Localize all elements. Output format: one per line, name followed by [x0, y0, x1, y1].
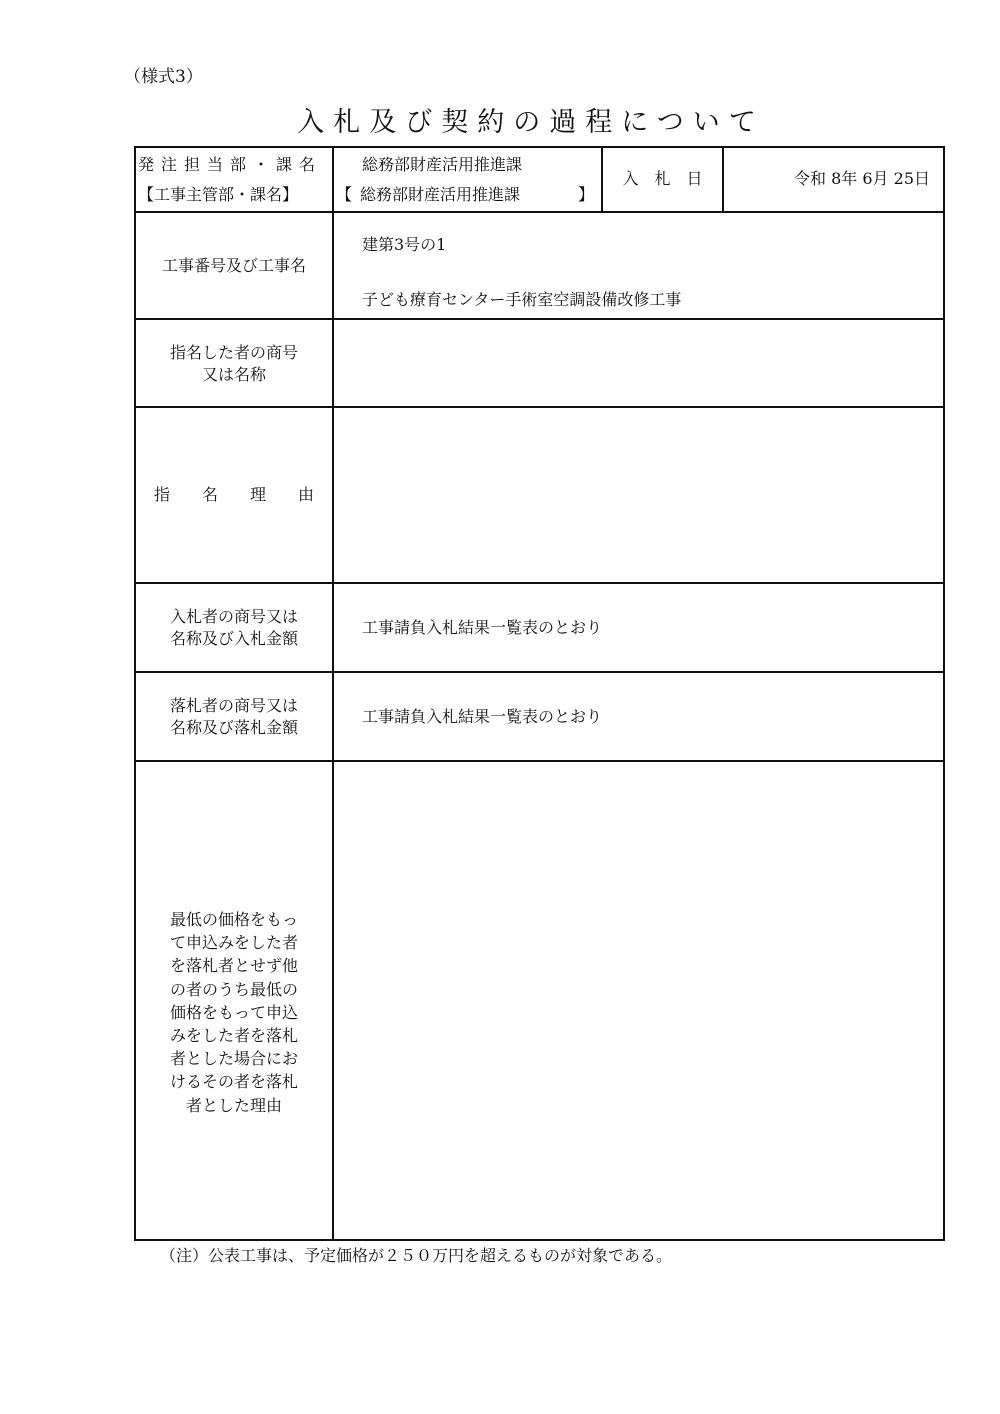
non-lowest-reason-label — [136, 908, 332, 1117]
table-column-divider — [601, 146, 603, 213]
label-line: 者とした場合にお — [169, 1049, 298, 1069]
table-row-divider — [134, 318, 945, 320]
label-line: みをした者を落札 — [169, 1026, 298, 1046]
table-column-divider — [332, 146, 334, 1241]
designation-reason-label: 指 名 理 由 — [153, 485, 314, 504]
label-line: けるその者を落札 — [169, 1072, 298, 1092]
document-title: 入札及び契約の過程について — [297, 107, 765, 138]
table-border-bottom — [134, 1239, 945, 1241]
table-row-divider — [134, 211, 945, 213]
table-row-divider — [134, 760, 945, 762]
label-line: て申込みをした者 — [169, 933, 298, 953]
table-row-divider — [134, 671, 945, 673]
table-border-top — [134, 146, 945, 148]
footnote: （注）公表工事は、予定価格が２５０万円を超えるものが対象である。 — [160, 1246, 673, 1265]
table-row-divider — [134, 582, 945, 584]
work-label: 工事番号及び工事名 — [161, 256, 306, 275]
department-label — [138, 154, 330, 206]
bidders-label: 入札者の商号又は 名称及び入札金額 — [169, 607, 298, 648]
work-name: 子ども療育センター手術室空調設備改修工事 — [362, 290, 682, 309]
work-number: 建第3号の1 — [362, 235, 447, 254]
winner-value: 工事請負入札結果一覧表のとおり — [362, 707, 603, 726]
department-label-line1: 発注担当部・課名 — [138, 155, 323, 174]
table-border-right — [943, 146, 945, 1241]
label-line: 者とした理由 — [185, 1095, 282, 1115]
bid-date-value: 令和 8年 6月 25日 — [794, 169, 930, 188]
label-line: の者のうち最低の — [169, 979, 298, 999]
label-line: を落札者とせず他 — [169, 956, 298, 976]
table-row-divider — [134, 406, 945, 408]
form-number: （様式3） — [124, 67, 203, 87]
designated-label: 指名した者の商号 又は名称 — [169, 343, 298, 384]
department-value — [336, 154, 598, 206]
bid-date-label: 入 札 日 — [622, 169, 703, 188]
bidders-value: 工事請負入札結果一覧表のとおり — [362, 618, 603, 637]
label-line: 最低の価格をもっ — [169, 910, 298, 929]
department-value-line2: 【 総務部財産活用推進課 】 — [336, 185, 594, 204]
label-line: 価格をもって申込 — [169, 1002, 298, 1022]
winner-label: 落札者の商号又は 名称及び落札金額 — [169, 696, 298, 737]
department-label-line2: 【工事主管部・課名】 — [138, 185, 299, 204]
department-value-line1: 総務部財産活用推進課 — [362, 155, 523, 174]
